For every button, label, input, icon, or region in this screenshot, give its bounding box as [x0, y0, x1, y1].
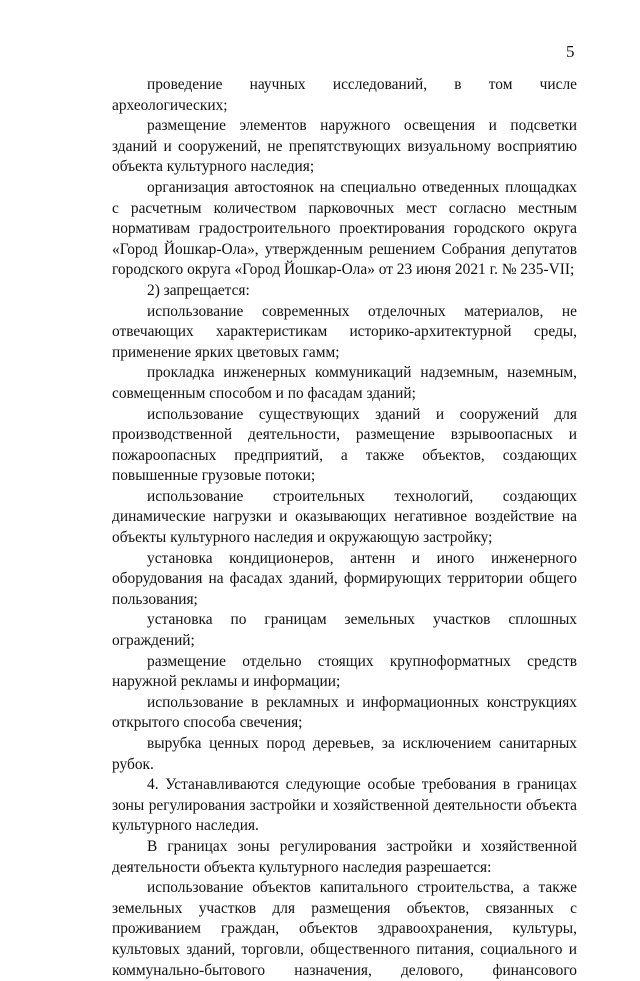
paragraph-parking: организация автостоянок на специально отведенных площадках с расчетным количеством парковочных мест согласно местным нормативам градостроительного проектирования городского округа «Город Йошкар-Ола», утвержденным решением Собрания депутатов городского округа «Город Йошкар-Ола» от 23 июня 2021 г. № 235-VII; — [112, 178, 577, 279]
document-body — [112, 75, 577, 981]
paragraph-utilities: прокладка инженерных коммуникаций надземным, наземным, совмещенным способом и по фасадам зданий; — [112, 364, 577, 402]
paragraph-equipment: установка кондиционеров, антенн и иного инженерного оборудования на фасадах зданий, формирующих территории общего пользования; — [112, 549, 577, 608]
paragraph-advertising: размещение отдельно стоящих крупноформатных средств наружной рекламы и информации; — [112, 652, 577, 691]
paragraph-capital-construction: использование объектов капитального строительства, а также земельных участков для размещения объектов, связанных с проживанием граждан, объектов здравоохранения, культуры, культовых зданий, торговли, общественного питания, социального и коммунально-бытового назначения, делового, финансового — [112, 879, 577, 979]
page-number: 5 — [566, 42, 575, 61]
paragraph-lighting: размещение элементов наружного освещения и подсветки зданий и сооружений, не препятствующих визуальному восприятию объекта культурного наследия; — [112, 117, 577, 176]
paragraph-industrial-use: использование существующих зданий и сооружений для производственной деятельности, размещение взрывоопасных и пожароопасных предприятий, а также объектов, создающих повышенные грузовые потоки; — [112, 405, 577, 485]
paragraph-fences: установка по границам земельных участков сплошных ограждений; — [112, 611, 577, 650]
paragraph-lighting-ads: использование в рекламных и информационных конструкциях открытого способа свечения; — [112, 693, 577, 732]
paragraph-prohibited-heading: 2) запрещается: — [147, 281, 250, 299]
paragraph-tree-felling: вырубка ценных пород деревьев, за исключением санитарных рубок. — [112, 735, 577, 773]
paragraph-permitted-heading: В границах зоны регулирования застройки и хозяйственной деятельности объекта культурного наследия разрешается: — [112, 837, 577, 876]
paragraph-research: проведение научных исследований, в том числе археологических; — [112, 76, 577, 114]
paragraph-section-4: 4. Устанавливаются следующие особые требования в границах зоны регулирования застройки и хозяйственной деятельности объекта культурного наследия. — [112, 776, 577, 835]
paragraph-construction-tech: использование строительных технологий, создающих динамические нагрузки и оказывающих негативное воздействие на объекты культурного наследия и окружающую застройку; — [112, 487, 577, 547]
paragraph-materials: использование современных отделочных материалов, не отвечающих характеристикам историко-архитектурной среды, применение ярких цветовых гамм; — [112, 302, 577, 361]
